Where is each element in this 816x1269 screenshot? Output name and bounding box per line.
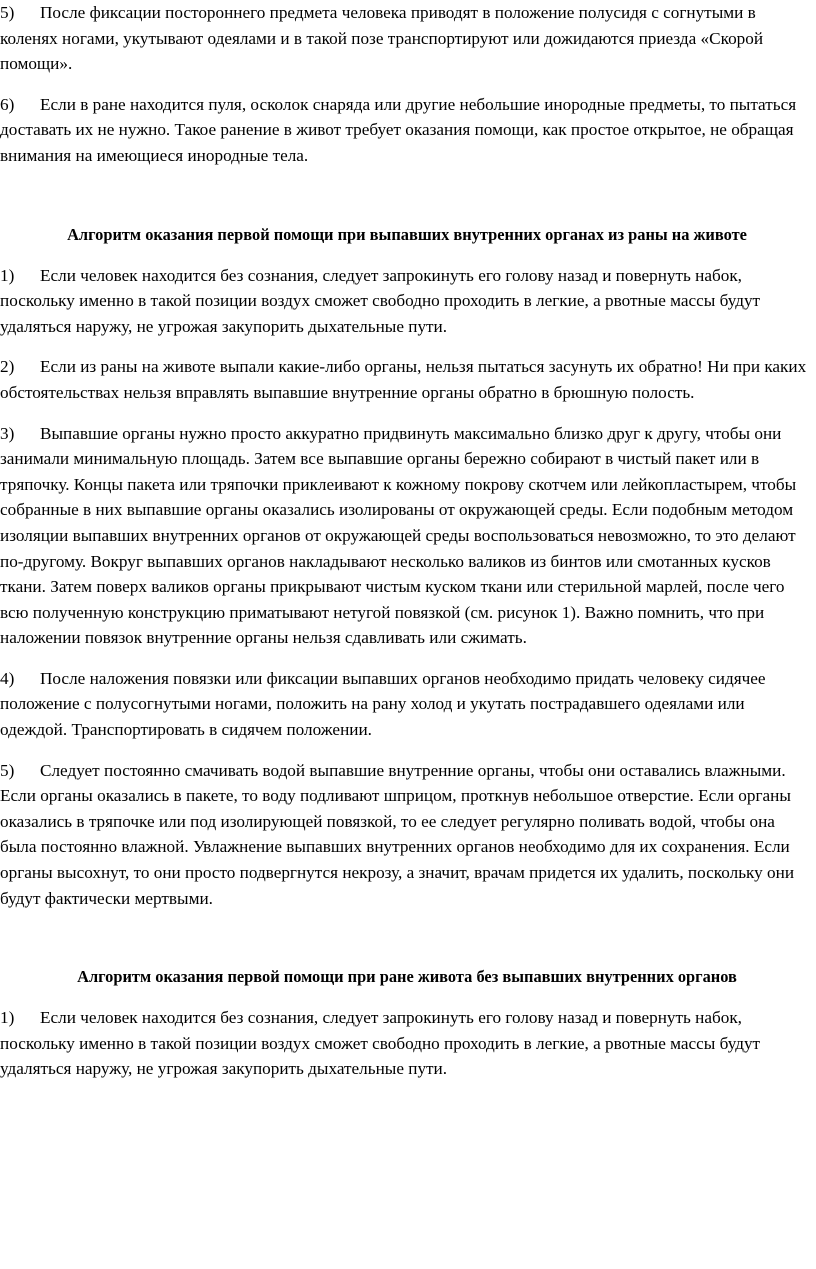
list-item-number: 1): [0, 265, 15, 285]
list-item-number: 4): [0, 668, 15, 688]
list-item-text: После фиксации постороннего предмета человека приводят в положение полусидя с согнутыми в коленях ногами, укутывают одеялами и в такой позе транспортируют или дожидаются приезда «Скорой помощи».: [0, 3, 764, 74]
list-item-text: Если из раны на животе выпали какие-либо органы, нельзя пытаться засунуть их обратно! Ни при каких обстоятельствах нельзя вправлять выпавшие внутренние органы обратно в брюшную полость.: [0, 357, 807, 402]
list-item-number: 5): [0, 760, 15, 780]
section-heading: Алгоритм оказания первой помощи при ране живота без выпавших внутренних органов: [77, 967, 737, 987]
section-heading: Алгоритм оказания первой помощи при выпавших внутренних органах из раны на животе: [67, 224, 747, 244]
list-item: [0, 92, 814, 169]
list-item-text: Следует постоянно смачивать водой выпавшие внутренние органы, чтобы они оставались влажными. Если органы оказались в пакете, то воду подливают шприцом, проткнув небольшое отверстие. Если органы оказались в тряпочке или под изолирующей повязкой, то ее следует регулярно поливать водой, чтобы она была постоянно влажной. Увлажнение выпавших внутренних органов необходимо для их сохранения. Если органы высохнут, то они просто подвергнутся некрозу, а значит, врачам придется их удалить, поскольку они будут фактически мертвыми.: [0, 760, 795, 908]
list-item-text: Если человек находится без сознания, следует запрокинуть его голову назад и повернуть набок, поскольку именно в такой позиции воздух сможет свободно проходить в легкие, а рвотные массы будут удаляться наружу, не угрожая закупорить дыхательные пути.: [0, 265, 761, 336]
list-item: [0, 263, 814, 340]
list-item: [0, 354, 814, 405]
list-item-text: Выпавшие органы нужно просто аккуратно придвинуть максимально близко друг к другу, чтобы они занимали минимальную площадь. Затем все выпавшие органы бережно собирают в чистый пакет или в тряпочку. Концы пакета или тряпочки приклеивают к кожному покрову скотчем или лейкопластырем, чтобы собранные в них выпавшие органы оказались изолированы от окружающей среды. Если подобным методом изоляции выпавших внутренних органов от окружающей среды воспользоваться невозможно, то это делают по-другому. Вокруг выпавших органов накладывают несколько валиков из бинтов или смотанных кусков ткани. Затем поверх валиков органы прикрывают чистым куском ткани или стерильной марлей, после чего всю полученную конструкцию приматывают нетугой повязкой (см. рисунок 1). Важно помнить, что при наложении повязок внутренние органы нельзя сдавливать или сжимать.: [0, 423, 797, 648]
list-item: [0, 421, 814, 651]
list-item-number: 3): [0, 423, 15, 443]
list-item-text: Если человек находится без сознания, следует запрокинуть его голову назад и повернуть набок, поскольку именно в такой позиции воздух сможет свободно проходить в легкие, а рвотные массы будут удаляться наружу, не угрожая закупорить дыхательные пути.: [0, 1008, 761, 1079]
list-item-text: Если в ране находится пуля, осколок снаряда или другие небольшие инородные предметы, то пытаться доставать их не нужно. Такое ранение в живот требует оказания помощи, как простое открытое, не обращая внимания на имеющиеся инородные тела.: [0, 94, 797, 165]
list-item-number: 5): [0, 3, 15, 22]
list-item-number: 2): [0, 357, 15, 377]
list-item: [0, 1005, 814, 1082]
list-item-text: После наложения повязки или фиксации выпавших органов необходимо придать человеку сидячее положение с полусогнутыми ногами, положить на рану холод и укутать пострадавшего одеялами или одеждой. Транспортировать в сидячем положении.: [0, 668, 766, 740]
list-item: [0, 758, 814, 912]
list-item-number: 6): [0, 94, 15, 114]
list-item-number: 1): [0, 1008, 15, 1028]
list-item: [0, 0, 814, 77]
list-item: [0, 666, 814, 743]
